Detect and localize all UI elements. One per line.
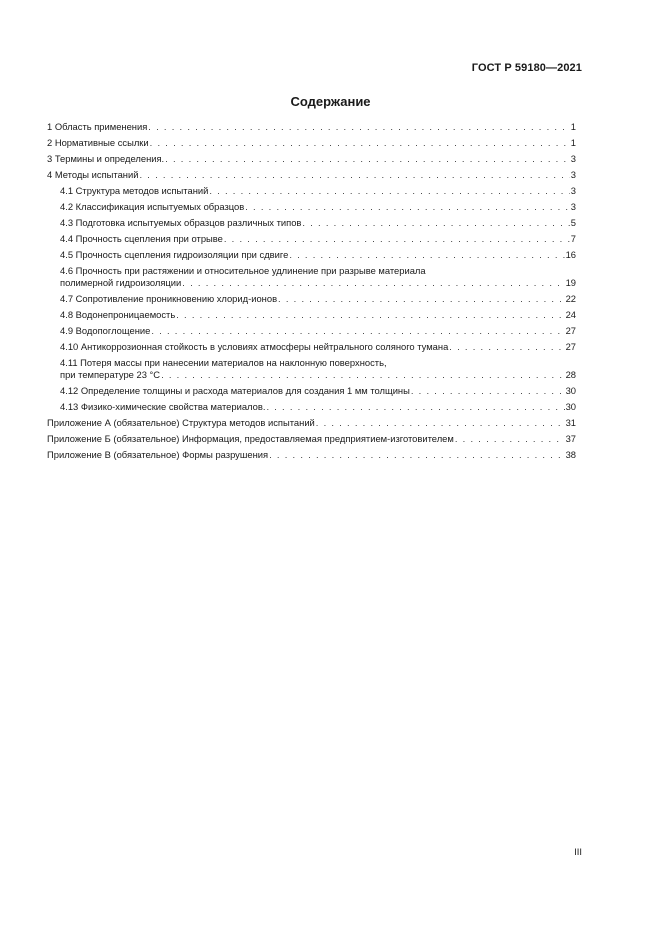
- toc-entry-page: 19: [565, 277, 576, 288]
- toc-entry-title: Определение толщины и расхода материалов для создания 1 мм толщины: [80, 385, 410, 396]
- toc-entry[interactable]: [47, 121, 576, 137]
- toc-entry[interactable]: [47, 249, 576, 265]
- toc-entry-number: 4.13: [60, 401, 79, 412]
- leader-dots: [245, 201, 570, 213]
- toc-entry-title: Прочность сцепления при отрыве: [75, 233, 223, 244]
- toc-entry-number: 4.4: [60, 233, 74, 244]
- toc-entry[interactable]: [47, 385, 576, 401]
- toc-entry[interactable]: [47, 217, 576, 233]
- toc-entry-title: Водопоглощение: [75, 325, 151, 336]
- leader-dots: [176, 309, 564, 321]
- leader-dots: [269, 449, 564, 461]
- toc-appendix-page: 38: [565, 449, 576, 460]
- toc-entry-number: 4.5: [60, 249, 74, 260]
- toc-entry-page: 28: [565, 369, 576, 380]
- toc-entry-number: 4: [47, 169, 53, 180]
- toc-entry-number: 2: [47, 137, 53, 148]
- toc-entry-page: 30: [565, 401, 576, 412]
- toc-appendix[interactable]: [47, 449, 576, 465]
- toc-entry-page: 5: [570, 217, 576, 228]
- toc-entry-page: 24: [565, 309, 576, 320]
- leader-dots: [165, 153, 570, 165]
- toc-entry-title: Сопротивление проникновению хлорид-ионов: [75, 293, 278, 304]
- toc-entry-number: 4.12: [60, 385, 79, 396]
- toc-appendix-title: Приложение Б (обязательное) Информация, предоставляемая предприятием-изготовителем: [47, 433, 454, 444]
- toc-entry-title-continued: полимерной гидроизоляции: [60, 277, 182, 288]
- toc-entry-page: 3: [570, 185, 576, 196]
- toc-entry-page: 1: [570, 137, 576, 148]
- toc-entry[interactable]: [47, 341, 576, 357]
- toc-entry-title: Методы испытаний: [54, 169, 139, 180]
- toc-entry-title: Область применения: [54, 121, 148, 132]
- toc-entry-number: 4.11: [60, 357, 78, 368]
- toc-entry[interactable]: [47, 233, 576, 249]
- toc-entry[interactable]: [47, 309, 576, 325]
- toc-entry[interactable]: [47, 137, 576, 153]
- toc-entry-title: Термины и определения.: [54, 153, 165, 164]
- toc-entry-title: Прочность сцепления гидроизоляции при сдвиге: [75, 249, 289, 260]
- document-code: ГОСТ Р 59180—2021: [471, 62, 582, 74]
- toc-appendix-page: 37: [565, 433, 576, 444]
- toc-entry-title: Водонепроницаемость: [75, 309, 176, 320]
- toc-entry-title-continued: при температуре 23 °С: [60, 369, 161, 380]
- page-title: Содержание: [290, 94, 371, 109]
- toc-appendix-title: Приложение В (обязательное) Формы разрушения: [47, 449, 269, 460]
- toc-entry-number: 3: [47, 153, 53, 164]
- leader-dots: [224, 233, 570, 245]
- toc-entry[interactable]: [47, 153, 576, 169]
- toc-entry-title: Нормативные ссылки: [54, 137, 149, 148]
- toc-entry-title: Прочность при растяжении и относительное удлинение при разрыве материала: [75, 265, 426, 276]
- toc-entry-page: 3: [570, 201, 576, 212]
- toc-entry-page: 3: [570, 169, 576, 180]
- toc-entry-page: 16: [565, 249, 576, 260]
- leader-dots: [161, 369, 565, 381]
- toc-entry-number: 4.2: [60, 201, 74, 212]
- toc-entry-page: 22: [565, 293, 576, 304]
- toc-entry-number: 4.1: [60, 185, 74, 196]
- toc-entry[interactable]: [47, 201, 576, 217]
- leader-dots: [209, 185, 569, 197]
- toc-entry-number: 4.6: [60, 265, 74, 276]
- leader-dots: [148, 121, 569, 133]
- toc-entry[interactable]: [47, 401, 576, 417]
- toc-entry-number: 4.3: [60, 217, 74, 228]
- leader-dots: [411, 385, 565, 397]
- toc-entry-page: 30: [565, 385, 576, 396]
- toc-entry-page: 7: [570, 233, 576, 244]
- toc-entry[interactable]: [47, 265, 576, 293]
- leader-dots: [449, 341, 564, 353]
- toc-entry-page: 1: [570, 121, 576, 132]
- toc-entry-number: 4.9: [60, 325, 74, 336]
- toc-entry-number: 4.8: [60, 309, 74, 320]
- toc-entry[interactable]: [47, 185, 576, 201]
- toc-appendix[interactable]: [47, 433, 576, 449]
- toc-entry-title: Физико-химические свойства материалов.: [80, 401, 266, 412]
- leader-dots: [182, 277, 564, 289]
- toc-entry[interactable]: [47, 169, 576, 185]
- leader-dots: [289, 249, 564, 261]
- toc-appendix-page: 31: [565, 417, 576, 428]
- toc-entry-title: Подготовка испытуемых образцов различных типов: [75, 217, 302, 228]
- toc-entry-page: 27: [565, 325, 576, 336]
- leader-dots: [266, 401, 564, 413]
- leader-dots: [139, 169, 569, 181]
- toc-entry[interactable]: [47, 293, 576, 309]
- toc-entry-title: Потеря массы при нанесении материалов на наклонную поверхность,: [80, 357, 387, 368]
- toc-entry[interactable]: [47, 325, 576, 341]
- toc-entry-title: Структура методов испытаний: [75, 185, 209, 196]
- leader-dots: [150, 137, 570, 149]
- leader-dots: [455, 433, 565, 445]
- toc-entry-page: 3: [570, 153, 576, 164]
- leader-dots: [316, 417, 565, 429]
- toc-entry-page: 27: [565, 341, 576, 352]
- leader-dots: [278, 293, 565, 305]
- toc-entry-title: Антикоррозионная стойкость в условиях атмосферы нейтрального соляного тумана: [80, 341, 449, 352]
- toc-entry-number: 4.10: [60, 341, 79, 352]
- page-number: III: [574, 846, 582, 857]
- toc-entry-number: 4.7: [60, 293, 74, 304]
- leader-dots: [151, 325, 564, 337]
- toc-entry-number: 1: [47, 121, 53, 132]
- toc-entry[interactable]: [47, 357, 576, 385]
- toc-entry-title: Классификация испытуемых образцов: [75, 201, 245, 212]
- toc-appendix-title: Приложение А (обязательное) Структура методов испытаний: [47, 417, 315, 428]
- table-of-contents: [47, 121, 576, 465]
- toc-appendix[interactable]: [47, 417, 576, 433]
- leader-dots: [302, 217, 569, 229]
